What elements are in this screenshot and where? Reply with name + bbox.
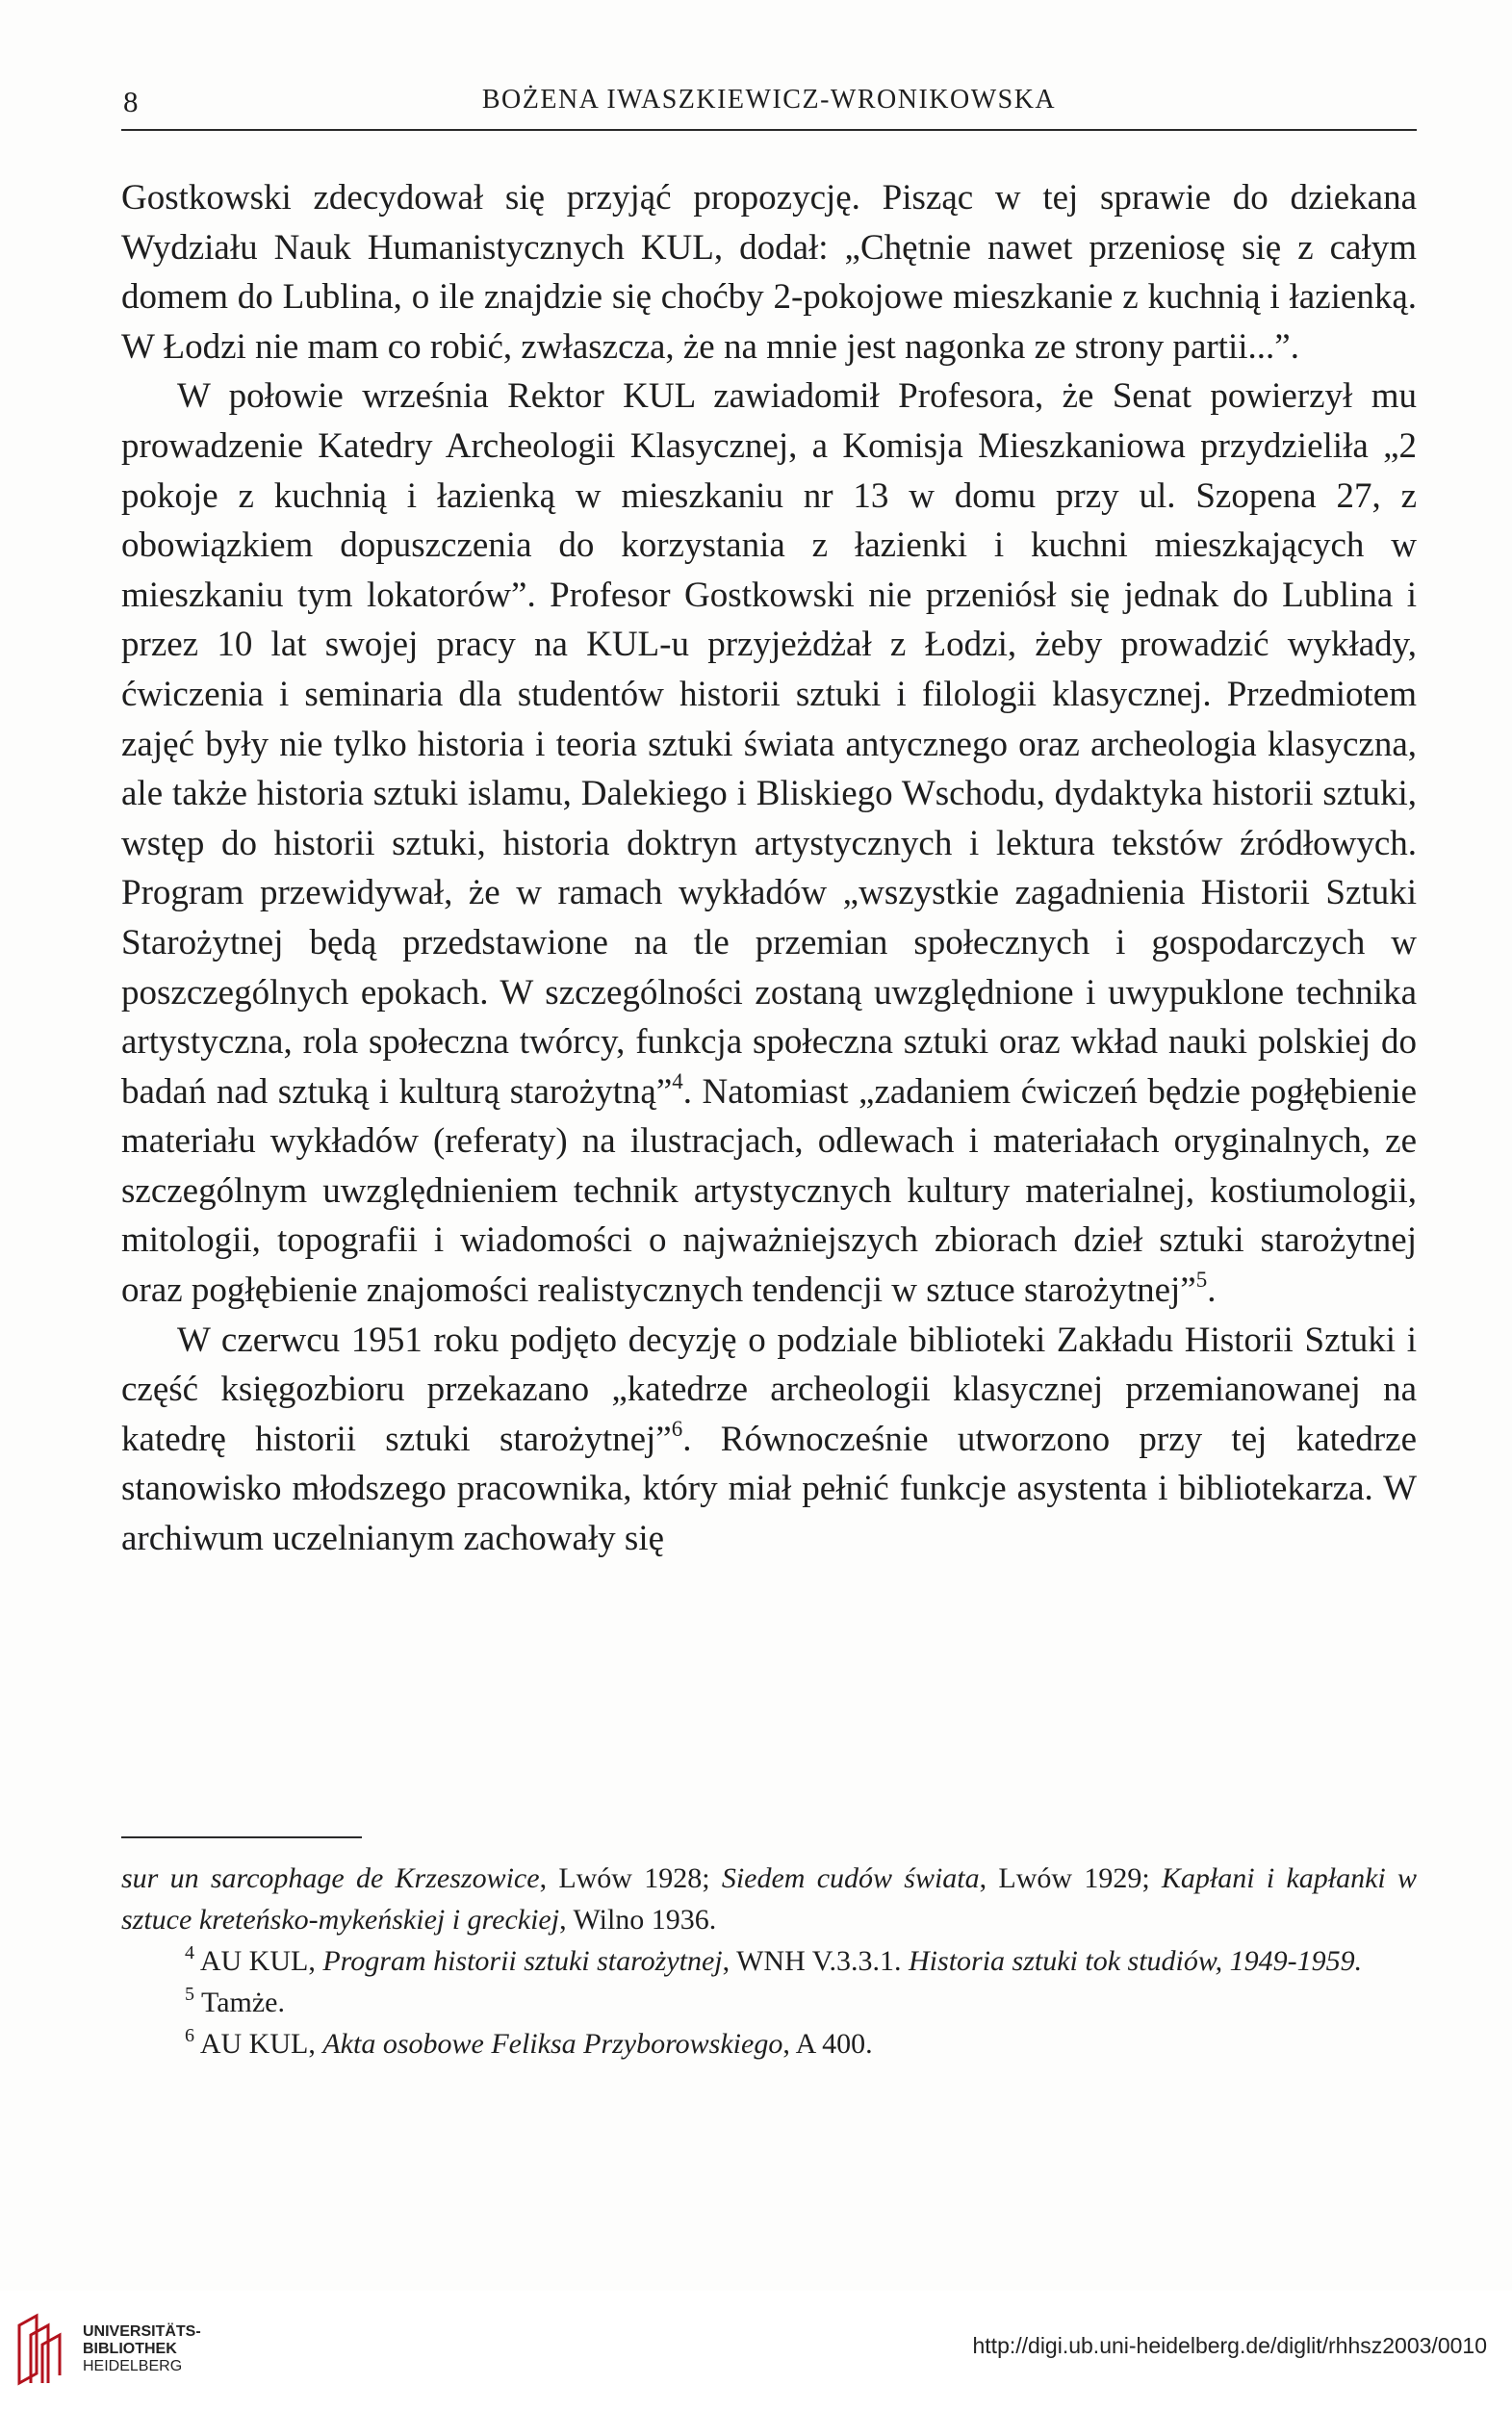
paragraph-2-text-c: . xyxy=(1207,1270,1217,1311)
paragraph-1: Gostkowski zdecydował się przyjąć propozycję. Pisząc w tej sprawie do dziekana Wydziału Nauk Humanistycznych KUL, dodał: „Chętnie nawet przeniosę się z całym domem do Lublina, o ile znajdzie się choćby 2-pokojowe mieszkanie z kuchnią i łazienką. W Łodzi nie mam co robić, zwłaszcza, że na mnie jest nagonka ze strony partii...”. xyxy=(121,178,1417,367)
running-title: BOŻENA IWASZKIEWICZ-WRONIKOWSKA xyxy=(481,85,1057,115)
footnote-separator xyxy=(121,1836,362,1838)
fn6-title-1: Akta osobowe Feliksa Przyborowskiego xyxy=(322,2028,783,2060)
footnote-5 xyxy=(121,1982,1417,2023)
paragraph-2-text-a: W połowie września Rektor KUL zawiadomił Profesora, że Senat powierzył mu prowadzenie Katedry Archeologii Klasycznej, a Komisja Mieszkaniowa przydzieliła „2 pokoje z kuchnią i łazienką w mieszkaniu nr 13 w domu przy ul. Szopena 27, z obowiązkiem dopuszczenia do korzystania z łazienki i kuchni mieszkających w mieszkaniu tym lokatorów”. Profesor Gostkowski nie przeniósł się jednak do Lublina i przez 10 lat swojej pracy na KUL-u przyjeżdżał z Łodzi, żeby prowadzić wykłady, ćwiczenia i seminaria dla studentów historii sztuki i filologii klasycznej. Przedmiotem zajęć były nie tylko historia i teoria sztuki świata antycznego oraz archeologia klasyczna, ale także historia sztuki islamu, Dalekiego i Bliskiego Wschodu, dydaktyka historii sztuki, wstęp do historii sztuki, historia doktryn artystycznych i lektura tekstów źródłowych. Program przewidywał, że w ramach wykładów „wszystkie zagadnienia Historii Sztuki Starożytnej będą przedstawione na tle przemian społecznych i gospodarczych w poszczególnych epokach. W szczególności zostaną uwzględnione i uwypuklone technika artystyczna, rola społeczna twórcy, funkcja społeczna sztuki oraz wkład nauki polskiej do badań nad sztuką i kulturą starożytną” xyxy=(121,376,1417,1112)
footnote-4 xyxy=(121,1940,1417,1982)
fn6-text-1: AU KUL, xyxy=(194,2028,323,2060)
fn4-title-2: Historia sztuki tok studiów, 1949-1959. xyxy=(909,1945,1363,1977)
running-header xyxy=(121,79,1417,131)
footnotes xyxy=(121,1858,1417,2065)
fn6-text-2: , A 400. xyxy=(782,2028,873,2060)
fn-cont-text-1: , Lwów 1928; xyxy=(539,1862,722,1894)
heidelberg-library-logo-icon xyxy=(15,2312,69,2387)
footnote-ref-6[interactable]: 6 xyxy=(671,1416,683,1441)
library-name-line-1: UNIVERSITÄTS- xyxy=(83,2323,201,2340)
fn4-text-1: AU KUL, xyxy=(194,1945,323,1977)
fn-cont-title-3: Kapłani i kapłanki w sztuce kreteńsko-mykeńskiej i greckiej xyxy=(121,1862,1418,1936)
source-url-link[interactable]: http://digi.ub.uni-heidelberg.de/diglit/rhhsz2003/0010 xyxy=(972,2333,1487,2358)
paragraph-3-text-b: . Równocześnie utworzono przy tej katedrze stanowisko młodszego pracownika, który miał pełnić funkcje asystenta i bibliotekarza. W archiwum uczelnianym zachowały się xyxy=(121,1419,1417,1559)
library-name-line-2: BIBLIOTHEK xyxy=(83,2341,177,2357)
footnote-4-number: 4 xyxy=(185,1942,194,1963)
footnote-6 xyxy=(121,2023,1417,2065)
footnote-6-number: 6 xyxy=(185,2025,194,2046)
fn4-title-1: Program historii sztuki starożytnej xyxy=(322,1945,723,1977)
paragraph-3 xyxy=(121,1316,1417,1564)
footnote-5-number: 5 xyxy=(185,1984,194,2005)
fn4-text-2: , WNH V.3.3.1. xyxy=(722,1945,910,1977)
footnote-ref-5[interactable]: 5 xyxy=(1195,1268,1208,1293)
footnote-continuation xyxy=(121,1858,1417,1940)
main-text xyxy=(121,173,1417,1564)
library-name-line-3: HEIDELBERG xyxy=(83,2358,183,2374)
footnote-ref-4[interactable]: 4 xyxy=(672,1068,683,1093)
fn-cont-title-2: Siedem cudów świata xyxy=(721,1862,980,1894)
fn-cont-text-2: , Lwów 1929; xyxy=(979,1862,1162,1894)
page-number: 8 xyxy=(123,85,139,118)
library-name xyxy=(83,2323,201,2375)
digitization-footer xyxy=(0,2291,1512,2411)
fn5-text-1: Tamże. xyxy=(194,1987,285,2018)
fn-cont-text-3: , Wilno 1936. xyxy=(559,1904,717,1936)
paragraph-2 xyxy=(121,372,1417,1315)
paragraph-2-text-b: . Natomiast „zadaniem ćwiczeń będzie pogłębienie materiału wykładów (referaty) na ilustracjach, odlewach i materiałach oryginalnych, ze szczególnym uwzględnieniem technik artystycznych kultury materialnej, kostiumologii, mitologii, topografii i wiadomości o najważniejszych zbiorach dzieł sztuki starożytnej oraz pogłębienie znajomości realistycznych tendencji w sztuce starożytnej” xyxy=(121,1071,1417,1311)
paragraph-3-text-a: W czerwcu 1951 roku podjęto decyzję o podziale biblioteki Zakładu Historii Sztuki i część księgozbioru przekazano „katedrze archeologii klasycznej przemianowanej na katedrę historii sztuki starożytnej” xyxy=(121,1320,1417,1459)
fn-cont-title-1: sur un sarcophage de Krzeszowice xyxy=(121,1862,540,1894)
